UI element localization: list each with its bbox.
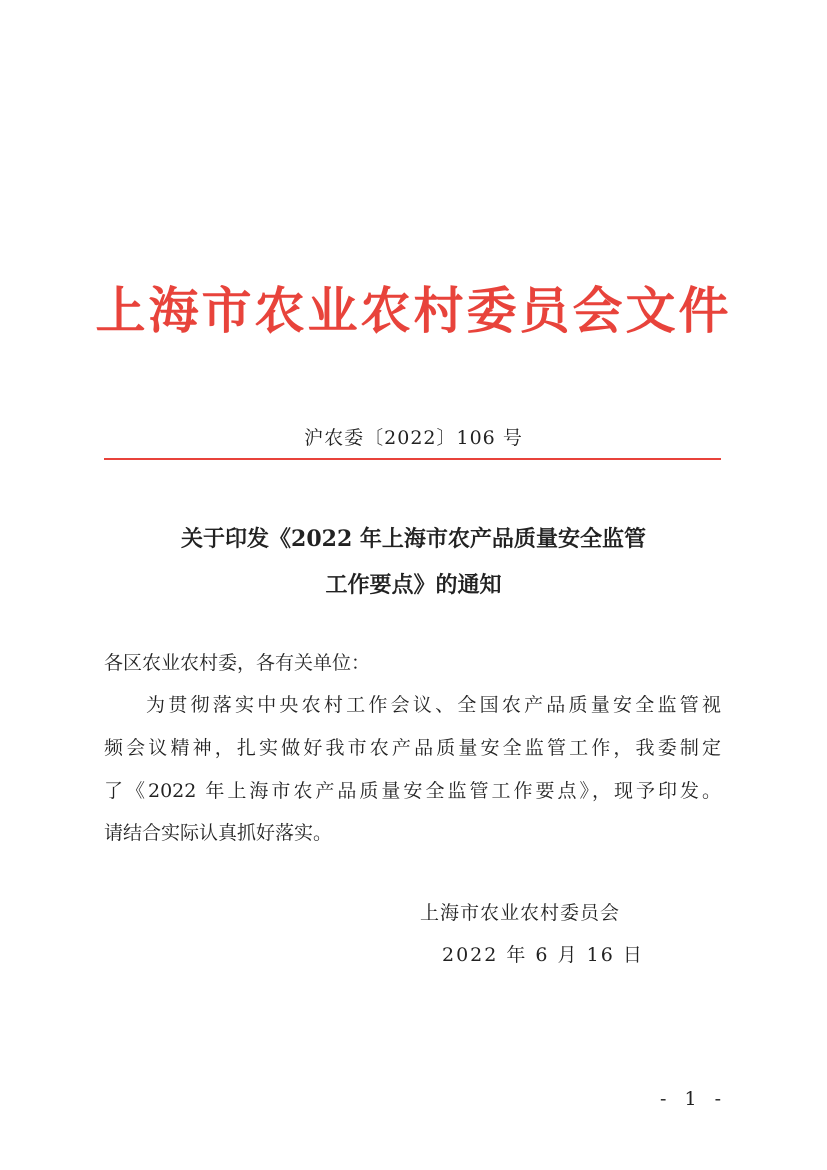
signing-organization: 上海市农业农村委员会	[420, 902, 621, 924]
body-paragraph-line: 请结合实际认真抓好落实。	[104, 822, 333, 844]
issuer-heading: 上海市农业农村委员会文件	[95, 281, 732, 340]
body-paragraph-line: 了《2022 年上海市农产品质量安全监管工作要点》，现予印发。	[104, 780, 721, 802]
notice-title-line-1: 关于印发《2022 年上海市农产品质量安全监管	[181, 526, 646, 552]
notice-title-line-2: 工作要点》的通知	[325, 572, 502, 598]
red-divider	[104, 458, 721, 460]
salutation: 各区农业农村委，各有关单位：	[104, 652, 371, 674]
document-number: 沪农委〔2022〕106 号	[304, 427, 523, 449]
page-number: - 1 -	[660, 1088, 728, 1110]
body-paragraph-line: 频会议精神，扎实做好我市农产品质量安全监管工作，我委制定	[104, 737, 721, 759]
signing-date: 2022 年 6 月 16 日	[442, 944, 644, 966]
body-paragraph-line: 为贯彻落实中央农村工作会议、全国农产品质量安全监管视	[146, 694, 721, 716]
